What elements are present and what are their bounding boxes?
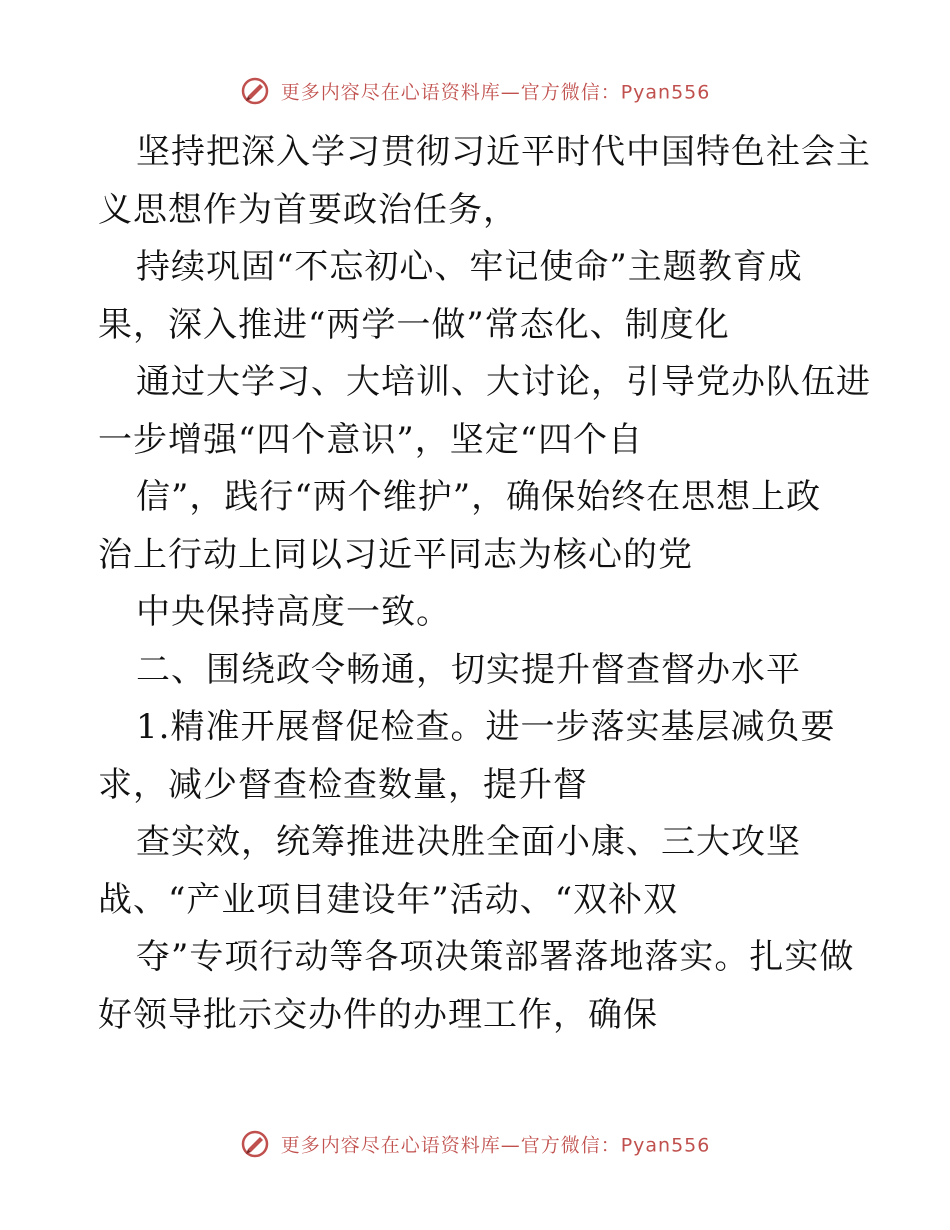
- footer-watermark-text: 更多内容尽在心语资料库—官方微信：Pyan556: [280, 1134, 711, 1157]
- text-line: 通过大学习、大培训、大讨论，引导党办队伍进: [136, 362, 871, 402]
- pen-logo-icon: [240, 1129, 270, 1159]
- document-body: [98, 124, 871, 1044]
- text-line: 义思想作为首要政治任务，: [98, 189, 518, 230]
- text-line: 好领导批示交办件的办理工作，确保: [98, 994, 658, 1035]
- section-heading: 二、围绕政令畅通，切实提升督查督办水平: [136, 649, 801, 690]
- text-line: 治上行动上同以习近平同志为核心的党: [98, 534, 693, 575]
- text-line: 持续巩固“不忘初心、牢记使命”主题教育成: [136, 247, 803, 287]
- text-line: 果，深入推进“两学一做”常态化、制度化: [98, 304, 730, 345]
- pen-logo-icon: [240, 76, 270, 106]
- text-line: 夺”专项行动等各项决策部署落地落实。扎实做: [136, 937, 855, 977]
- text-line: 中央保持高度一致。: [136, 592, 451, 632]
- text-line: 坚持把深入学习贯彻习近平时代中国特色社会主: [136, 132, 871, 172]
- text-line: 信”，践行“两个维护”，确保始终在思想上政: [136, 477, 822, 517]
- footer-watermark-banner: [0, 1129, 950, 1159]
- text-line: 1.精准开展督促检查。进一步落实基层减负要: [136, 707, 836, 747]
- header-watermark-text: 更多内容尽在心语资料库—官方微信：Pyan556: [280, 81, 711, 104]
- text-line: 求，减少督查检查数量，提升督: [98, 764, 588, 805]
- header-watermark-banner: [0, 76, 950, 106]
- text-line: 战、“产业项目建设年”活动、“双补双: [98, 879, 679, 920]
- text-line: 查实效，统筹推进决胜全面小康、三大攻坚: [136, 822, 801, 862]
- text-line: 一步增强“四个意识”，坚定“四个自: [98, 419, 644, 460]
